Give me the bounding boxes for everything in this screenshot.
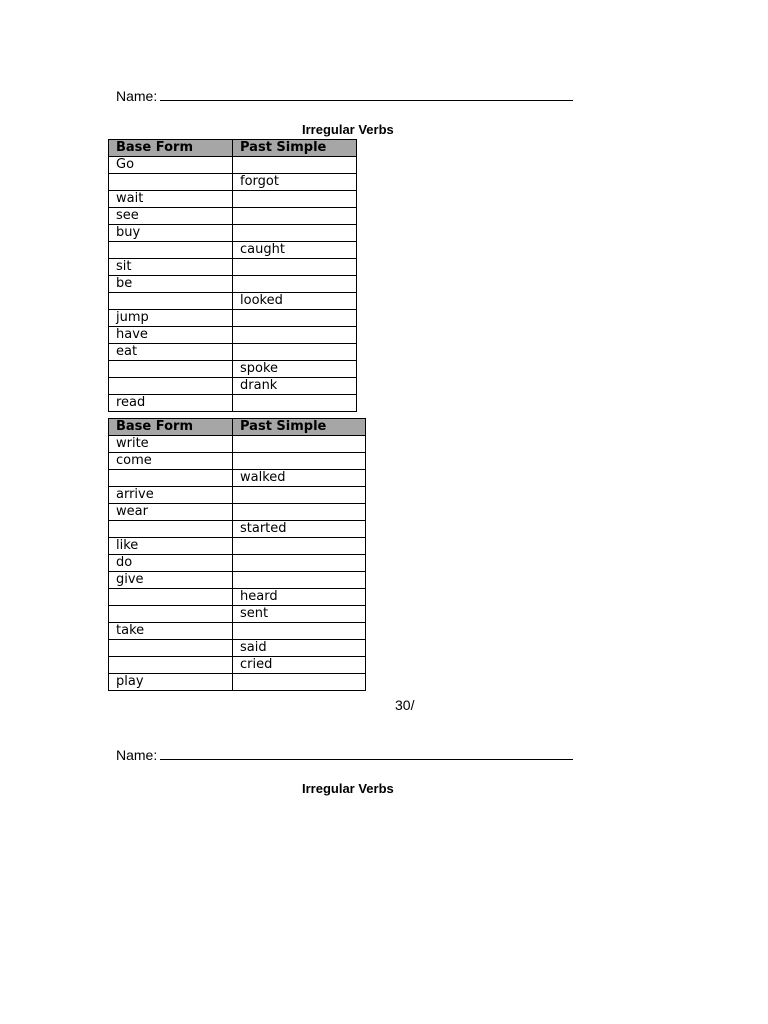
past-simple-cell [233, 225, 357, 242]
base-form-cell: see [109, 208, 233, 225]
table-row [109, 521, 366, 538]
past-simple-cell: heard [233, 589, 366, 606]
past-simple-cell: looked [233, 293, 357, 310]
table-row [109, 674, 366, 691]
name-label: Name: [116, 747, 158, 763]
table-row [109, 395, 357, 412]
past-simple-cell [233, 344, 357, 361]
base-form-cell [109, 470, 233, 487]
verbs-table-1-body [109, 157, 357, 412]
base-form-cell [109, 606, 233, 623]
base-form-cell: take [109, 623, 233, 640]
past-simple-cell [233, 327, 357, 344]
verbs-table-2-body [109, 436, 366, 691]
past-simple-cell: said [233, 640, 366, 657]
past-simple-cell: caught [233, 242, 357, 259]
verbs-table-2 [108, 418, 366, 691]
base-form-cell [109, 293, 233, 310]
past-simple-cell [233, 555, 366, 572]
past-simple-cell [233, 674, 366, 691]
table-row [109, 327, 357, 344]
base-form-cell: Go [109, 157, 233, 174]
base-form-cell [109, 174, 233, 191]
name-line-1 [116, 88, 573, 104]
past-simple-cell [233, 208, 357, 225]
table-row [109, 191, 357, 208]
past-simple-cell [233, 395, 357, 412]
base-form-cell [109, 589, 233, 606]
past-simple-cell [233, 436, 366, 453]
base-form-cell: read [109, 395, 233, 412]
past-simple-cell: started [233, 521, 366, 538]
table-row [109, 640, 366, 657]
name-blank [160, 88, 573, 101]
base-form-cell: like [109, 538, 233, 555]
base-form-cell: do [109, 555, 233, 572]
base-form-cell: give [109, 572, 233, 589]
base-form-cell: play [109, 674, 233, 691]
base-form-cell: sit [109, 259, 233, 276]
base-form-cell [109, 378, 233, 395]
worksheet-title-1: Irregular Verbs [302, 122, 394, 137]
table-row [109, 436, 366, 453]
score-label: 30/ [395, 697, 415, 713]
table-row [109, 276, 357, 293]
base-form-cell: be [109, 276, 233, 293]
header-base-form: Base Form [109, 419, 233, 436]
table-row [109, 555, 366, 572]
base-form-cell: wear [109, 504, 233, 521]
past-simple-cell [233, 276, 357, 293]
table-row [109, 293, 357, 310]
table-row [109, 487, 366, 504]
table-row [109, 453, 366, 470]
base-form-cell: arrive [109, 487, 233, 504]
past-simple-cell [233, 157, 357, 174]
past-simple-cell [233, 504, 366, 521]
base-form-cell [109, 657, 233, 674]
table-row [109, 504, 366, 521]
past-simple-cell [233, 453, 366, 470]
base-form-cell: write [109, 436, 233, 453]
table-row [109, 589, 366, 606]
table-row [109, 361, 357, 378]
header-past-simple: Past Simple [233, 419, 366, 436]
base-form-cell: jump [109, 310, 233, 327]
past-simple-cell [233, 259, 357, 276]
base-form-cell [109, 361, 233, 378]
base-form-cell: have [109, 327, 233, 344]
base-form-cell: come [109, 453, 233, 470]
header-base-form: Base Form [109, 140, 233, 157]
base-form-cell [109, 640, 233, 657]
base-form-cell: wait [109, 191, 233, 208]
base-form-cell: buy [109, 225, 233, 242]
past-simple-cell: walked [233, 470, 366, 487]
table-header-row [109, 419, 366, 436]
past-simple-cell [233, 191, 357, 208]
past-simple-cell [233, 487, 366, 504]
table-row [109, 208, 357, 225]
table-row [109, 378, 357, 395]
base-form-cell: eat [109, 344, 233, 361]
verbs-table-1 [108, 139, 357, 412]
table-row [109, 572, 366, 589]
past-simple-cell [233, 572, 366, 589]
table-row [109, 310, 357, 327]
past-simple-cell [233, 310, 357, 327]
past-simple-cell [233, 538, 366, 555]
past-simple-cell: cried [233, 657, 366, 674]
base-form-cell [109, 521, 233, 538]
table-row [109, 623, 366, 640]
table-row [109, 606, 366, 623]
name-line-2 [116, 747, 573, 763]
worksheet-title-2: Irregular Verbs [302, 781, 394, 796]
table-row [109, 225, 357, 242]
past-simple-cell: sent [233, 606, 366, 623]
past-simple-cell: drank [233, 378, 357, 395]
header-past-simple: Past Simple [233, 140, 357, 157]
table-header-row [109, 140, 357, 157]
table-row [109, 538, 366, 555]
table-row [109, 657, 366, 674]
base-form-cell [109, 242, 233, 259]
name-blank [160, 747, 573, 760]
past-simple-cell: forgot [233, 174, 357, 191]
table-row [109, 344, 357, 361]
table-row [109, 242, 357, 259]
name-label: Name: [116, 88, 158, 104]
table-row [109, 470, 366, 487]
table-row [109, 157, 357, 174]
past-simple-cell: spoke [233, 361, 357, 378]
table-row [109, 259, 357, 276]
past-simple-cell [233, 623, 366, 640]
table-row [109, 174, 357, 191]
